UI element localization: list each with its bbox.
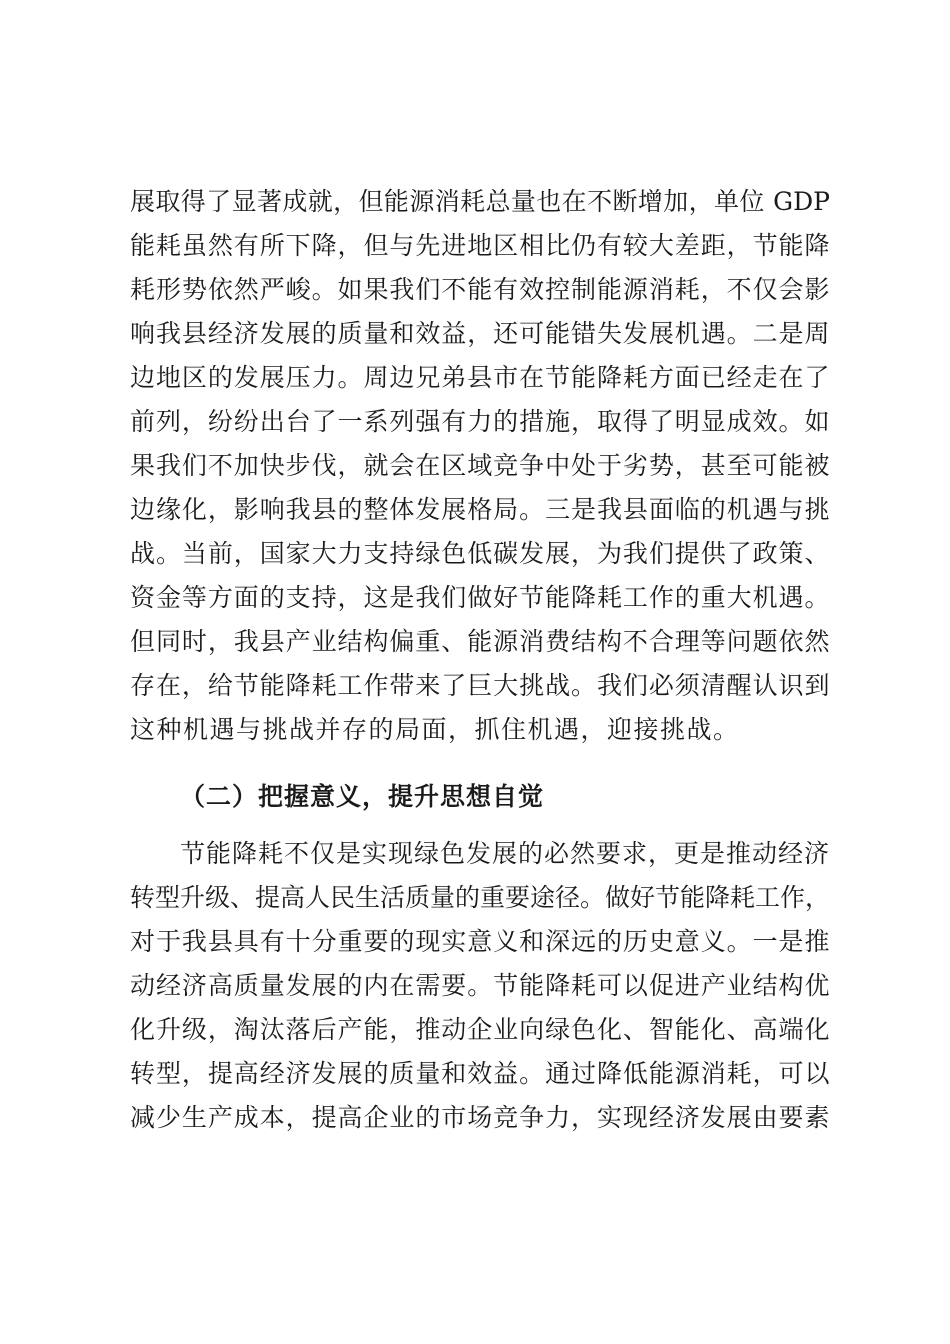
section-heading: （二）把握意义，提升思想自觉 bbox=[180, 782, 545, 811]
paragraph-1-line-4: 响我县经济发展的质量和效益，还可能错失发展机遇。二是周 bbox=[130, 319, 830, 348]
paragraph-2-line-1: 节能降耗不仅是实现绿色发展的必然要求，更是推动经济 bbox=[180, 839, 831, 868]
paragraph-2-line-2: 转型升级、提高人民生活质量的重要途径。做好节能降耗工作， bbox=[130, 883, 831, 912]
paragraph-2-line-7: 减少生产成本，提高企业的市场竞争力，实现经济发展由要素 bbox=[130, 1103, 830, 1132]
paragraph-1-line-8: 边缘化，影响我县的整体发展格局。三是我县面临的机遇与挑 bbox=[130, 495, 830, 524]
paragraph-1-line-1: 展取得了显著成就，但能源消耗总量也在不断增加，单位 GDP bbox=[130, 187, 830, 216]
paragraph-2-line-5: 化升级，淘汰落后产能，推动企业向绿色化、智能化、高端化 bbox=[130, 1015, 830, 1044]
paragraph-1-line-11: 但同时，我县产业结构偏重、能源消费结构不合理等问题依然 bbox=[130, 627, 830, 656]
paragraph-2-line-3: 对于我县具有十分重要的现实意义和深远的历史意义。一是推 bbox=[130, 927, 830, 956]
paragraph-1-line-7: 果我们不加快步伐，就会在区域竞争中处于劣势，甚至可能被 bbox=[130, 451, 830, 480]
paragraph-1-line-3: 耗形势依然严峻。如果我们不能有效控制能源消耗，不仅会影 bbox=[130, 275, 830, 304]
paragraph-1-line-12: 存在，给节能降耗工作带来了巨大挑战。我们必须清醒认识到 bbox=[130, 671, 830, 700]
paragraph-2-line-4: 动经济高质量发展的内在需要。节能降耗可以促进产业结构优 bbox=[130, 971, 830, 1000]
paragraph-1-line-2: 能耗虽然有所下降，但与先进地区相比仍有较大差距，节能降 bbox=[130, 231, 830, 260]
paragraph-1-line-5: 边地区的发展压力。周边兄弟县市在节能降耗方面已经走在了 bbox=[130, 363, 830, 392]
paragraph-2-line-6: 转型，提高经济发展的质量和效益。通过降低能源消耗，可以 bbox=[130, 1059, 830, 1088]
paragraph-1-line-9: 战。当前，国家大力支持绿色低碳发展，为我们提供了政策、 bbox=[130, 539, 830, 568]
paragraph-1-line-10: 资金等方面的支持，这是我们做好节能降耗工作的重大机遇。 bbox=[130, 583, 830, 612]
paragraph-1-line-6: 前列，纷纷出台了一系列强有力的措施，取得了明显成效。如 bbox=[130, 407, 830, 436]
paragraph-1-line-13: 这种机遇与挑战并存的局面，抓住机遇，迎接挑战。 bbox=[130, 715, 740, 744]
